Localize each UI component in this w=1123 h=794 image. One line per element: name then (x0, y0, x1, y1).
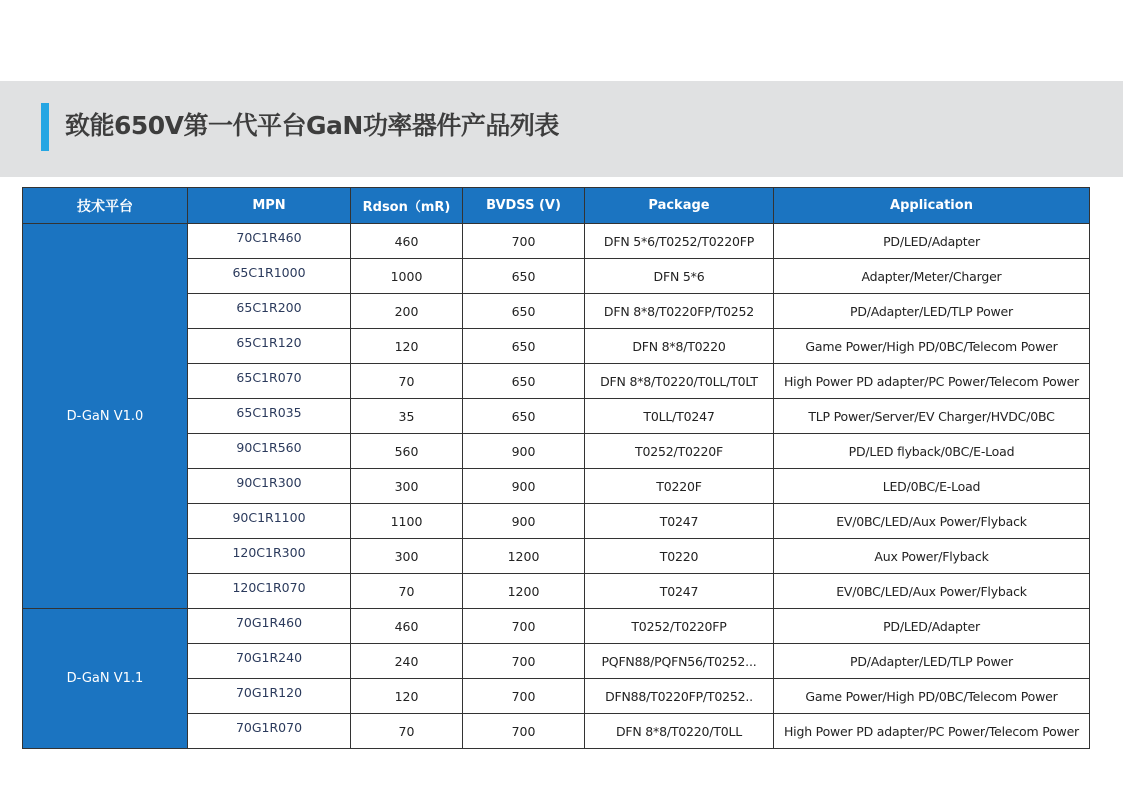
bvdss-cell: 650 (463, 259, 585, 294)
application-cell: Game Power/High PD/0BC/Telecom Power (774, 329, 1090, 364)
package-cell: T0220F (585, 469, 774, 504)
table-row (23, 609, 1090, 644)
mpn-cell: 65C1R120 (188, 329, 351, 364)
title-accent-bar (41, 103, 49, 151)
rdson-cell: 460 (351, 224, 463, 259)
bvdss-cell: 700 (463, 714, 585, 749)
rdson-cell: 300 (351, 539, 463, 574)
mpn-cell: 90C1R560 (188, 434, 351, 469)
bvdss-cell: 650 (463, 364, 585, 399)
package-cell: T0220 (585, 539, 774, 574)
application-cell: LED/0BC/E-Load (774, 469, 1090, 504)
header-bvdss: BVDSS (V) (463, 188, 585, 224)
mpn-cell: 65C1R070 (188, 364, 351, 399)
application-cell: PD/Adapter/LED/TLP Power (774, 294, 1090, 329)
mpn-cell: 70G1R460 (188, 609, 351, 644)
rdson-cell: 35 (351, 399, 463, 434)
rdson-cell: 1100 (351, 504, 463, 539)
package-cell: T0LL/T0247 (585, 399, 774, 434)
package-cell: DFN 8*8/T0220FP/T0252 (585, 294, 774, 329)
mpn-cell: 65C1R035 (188, 399, 351, 434)
application-cell: TLP Power/Server/EV Charger/HVDC/0BC (774, 399, 1090, 434)
rdson-cell: 70 (351, 574, 463, 609)
product-table (22, 187, 1090, 749)
bvdss-cell: 1200 (463, 574, 585, 609)
rdson-cell: 70 (351, 714, 463, 749)
table-body (23, 224, 1090, 749)
header-application: Application (774, 188, 1090, 224)
bvdss-cell: 650 (463, 399, 585, 434)
application-cell: High Power PD adapter/PC Power/Telecom Power (774, 714, 1090, 749)
application-cell: PD/LED flyback/0BC/E-Load (774, 434, 1090, 469)
header-rdson: Rdson（mR) (351, 188, 463, 224)
application-cell: PD/LED/Adapter (774, 224, 1090, 259)
page-title: 致能650V第一代平台GaN功率器件产品列表 (65, 111, 559, 140)
bvdss-cell: 900 (463, 434, 585, 469)
platform-cell: D-GaN V1.0 (23, 224, 188, 609)
rdson-cell: 120 (351, 679, 463, 714)
rdson-cell: 200 (351, 294, 463, 329)
bvdss-cell: 900 (463, 469, 585, 504)
mpn-cell: 120C1R070 (188, 574, 351, 609)
mpn-cell: 65C1R1000 (188, 259, 351, 294)
mpn-cell: 90C1R300 (188, 469, 351, 504)
bvdss-cell: 1200 (463, 539, 585, 574)
bvdss-cell: 700 (463, 644, 585, 679)
mpn-cell: 90C1R1100 (188, 504, 351, 539)
rdson-cell: 1000 (351, 259, 463, 294)
package-cell: T0252/T0220F (585, 434, 774, 469)
package-cell: DFN 5*6 (585, 259, 774, 294)
table-header-row (23, 188, 1090, 224)
package-cell: DFN 5*6/T0252/T0220FP (585, 224, 774, 259)
rdson-cell: 240 (351, 644, 463, 679)
bvdss-cell: 650 (463, 329, 585, 364)
application-cell: Game Power/High PD/0BC/Telecom Power (774, 679, 1090, 714)
rdson-cell: 300 (351, 469, 463, 504)
header-mpn: MPN (188, 188, 351, 224)
package-cell: T0247 (585, 574, 774, 609)
bvdss-cell: 700 (463, 609, 585, 644)
rdson-cell: 120 (351, 329, 463, 364)
mpn-cell: 70G1R070 (188, 714, 351, 749)
application-cell: Aux Power/Flyback (774, 539, 1090, 574)
package-cell: DFN 8*8/T0220/T0LL/T0LT (585, 364, 774, 399)
application-cell: High Power PD adapter/PC Power/Telecom Power (774, 364, 1090, 399)
rdson-cell: 70 (351, 364, 463, 399)
package-cell: T0252/T0220FP (585, 609, 774, 644)
application-cell: EV/0BC/LED/Aux Power/Flyback (774, 504, 1090, 539)
application-cell: PD/Adapter/LED/TLP Power (774, 644, 1090, 679)
application-cell: Adapter/Meter/Charger (774, 259, 1090, 294)
application-cell: EV/0BC/LED/Aux Power/Flyback (774, 574, 1090, 609)
bvdss-cell: 650 (463, 294, 585, 329)
mpn-cell: 70G1R240 (188, 644, 351, 679)
bvdss-cell: 900 (463, 504, 585, 539)
package-cell: T0247 (585, 504, 774, 539)
mpn-cell: 120C1R300 (188, 539, 351, 574)
bvdss-cell: 700 (463, 679, 585, 714)
package-cell: PQFN88/PQFN56/T0252... (585, 644, 774, 679)
bvdss-cell: 700 (463, 224, 585, 259)
package-cell: DFN 8*8/T0220/T0LL (585, 714, 774, 749)
header-platform: 技术平台 (23, 188, 188, 224)
package-cell: DFN 8*8/T0220 (585, 329, 774, 364)
mpn-cell: 65C1R200 (188, 294, 351, 329)
rdson-cell: 460 (351, 609, 463, 644)
mpn-cell: 70C1R460 (188, 224, 351, 259)
package-cell: DFN88/T0220FP/T0252.. (585, 679, 774, 714)
application-cell: PD/LED/Adapter (774, 609, 1090, 644)
header-package: Package (585, 188, 774, 224)
rdson-cell: 560 (351, 434, 463, 469)
mpn-cell: 70G1R120 (188, 679, 351, 714)
platform-cell: D-GaN V1.1 (23, 609, 188, 749)
table-row (23, 224, 1090, 259)
